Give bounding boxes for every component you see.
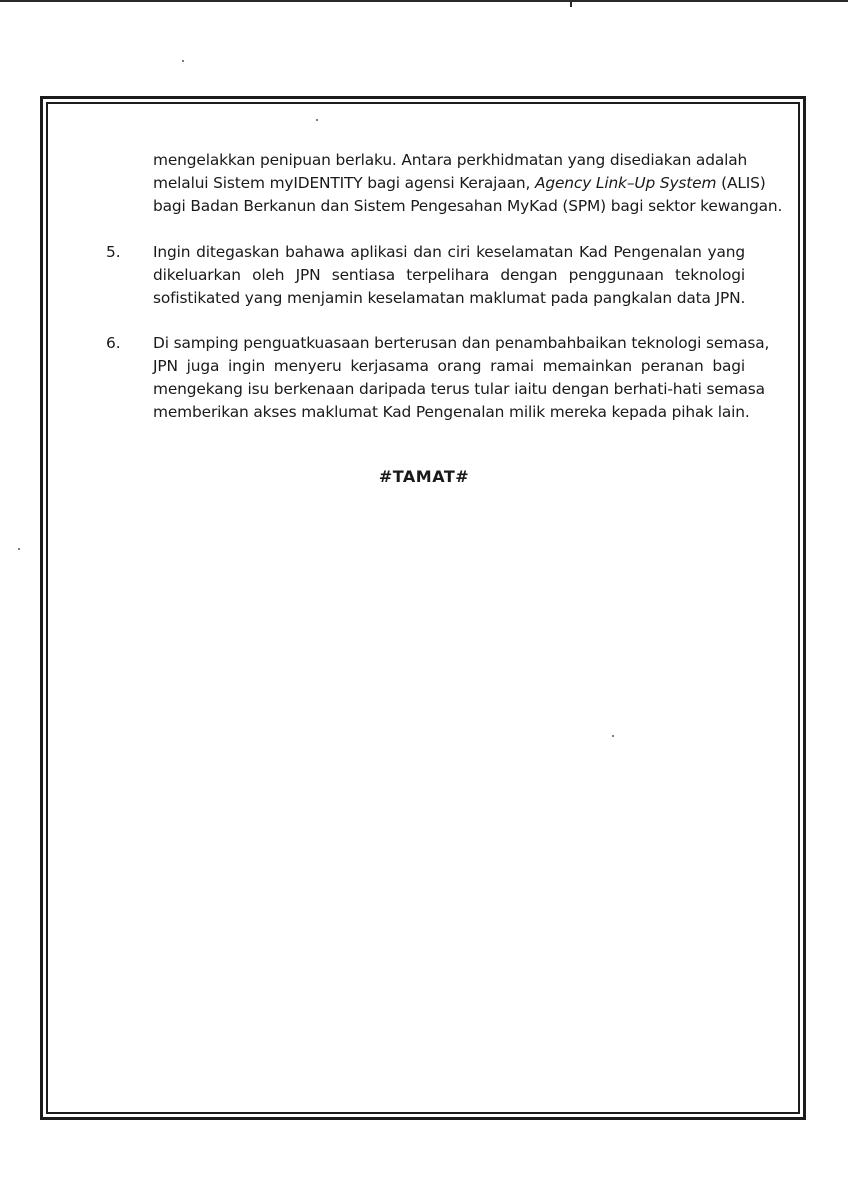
paragraph-item-6 [153, 332, 770, 424]
text-line: Di samping penguatkuasaan berterusan dan penambahbaikan teknologi semasa, [153, 334, 770, 352]
text-line: sofistikated yang menjamin keselamatan maklumat pada pangkalan data JPN. [153, 289, 746, 307]
text-line: bagi Badan Berkanun dan Sistem Pengesahan MyKad (SPM) bagi sektor kewangan. [153, 197, 783, 215]
text-segment: melalui Sistem myIDENTITY bagi agensi Kerajaan, [153, 174, 535, 192]
item-number-6: 6. [106, 334, 121, 352]
text-line: mengelakkan penipuan berlaku. Antara perkhidmatan yang disediakan adalah [153, 151, 748, 169]
closing-mark: #TAMAT# [378, 467, 470, 486]
item-number-5: 5. [106, 243, 121, 261]
text-segment: (ALIS) [716, 174, 766, 192]
paragraph-item-5 [153, 241, 745, 310]
paragraph-continued [153, 149, 783, 218]
italic-system-name: Agency Link–Up System [534, 174, 717, 192]
text-line: mengekang isu berkenaan daripada terus tular iaitu dengan berhati-hati semasa [153, 380, 765, 398]
text-line: Ingin ditegaskan bahawa aplikasi dan ciri keselamatan Kad Pengenalan yang [153, 243, 745, 261]
text-line: dikeluarkan oleh JPN sentiasa terpelihara dengan penggunaan teknologi [153, 266, 745, 284]
text-line: memberikan akses maklumat Kad Pengenalan milik mereka kepada pihak lain. [153, 403, 750, 421]
text-line [153, 172, 766, 195]
text-line: JPN juga ingin menyeru kerjasama orang ramai memainkan peranan bagi [153, 357, 745, 375]
